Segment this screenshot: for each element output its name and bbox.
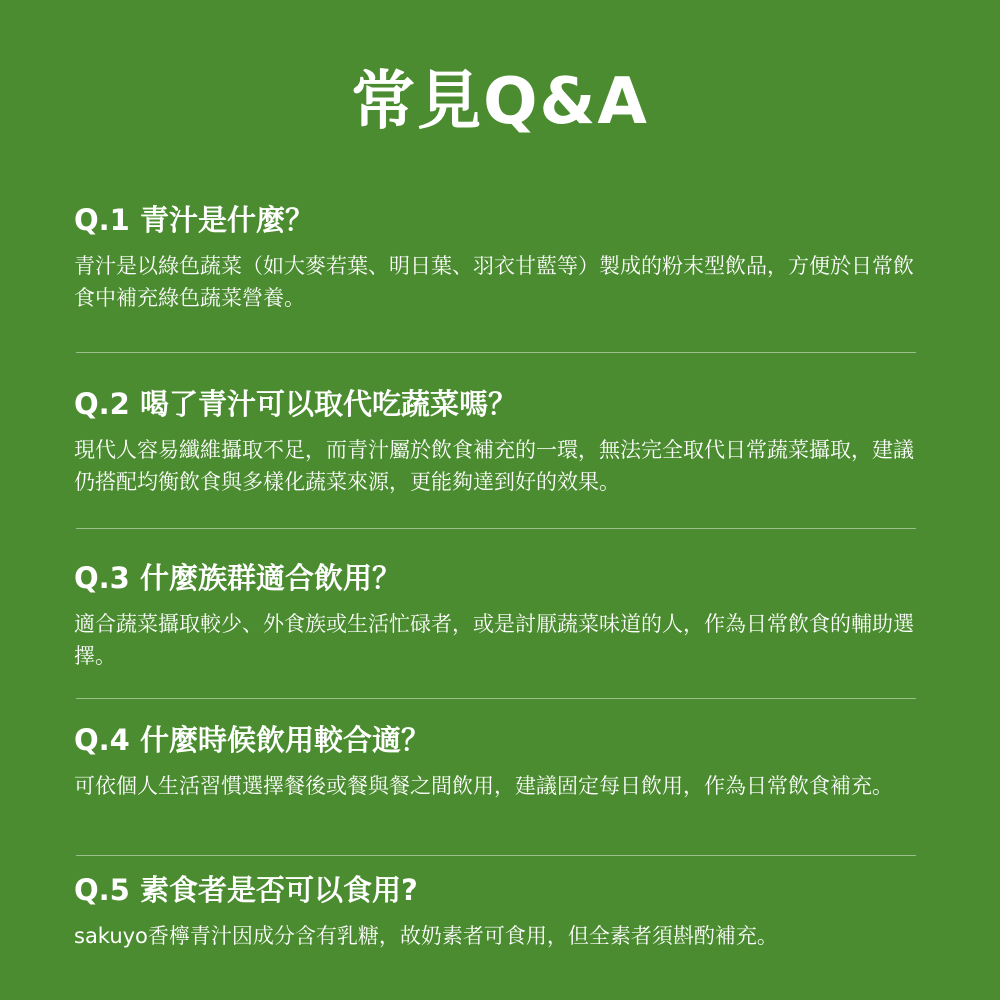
faq-answer-4: 可依個人生活習慣選擇餐後或餐與餐之間飲用，建議固定每日飲用，作為日常飲食補充。 <box>74 774 893 798</box>
divider-3 <box>76 698 916 699</box>
faq-question-3: Q.3 什麼族群適合飲用？ <box>74 561 401 595</box>
faq-item-4 <box>74 720 916 802</box>
faq-answer-5: sakuyo香檸青汁因成分含有乳糖，故奶素者可食用，但全素者須斟酌補充。 <box>74 924 778 948</box>
page-title: 常見Q&A <box>351 65 649 139</box>
faq-answer-2: 現代人容易纖維攝取不足，而青汁屬於飲食補充的一環，無法完全取代日常蔬菜攝取，建議仍搭配均衡飲食與多樣化蔬菜來源，更能夠達到好的效果。 <box>74 438 914 494</box>
faq-item-5 <box>74 870 916 952</box>
faq-answer-3: 適合蔬菜攝取較少、外食族或生活忙碌者，或是討厭蔬菜味道的人，作為日常飲食的輔助選擇。 <box>74 612 914 668</box>
faq-question-1: Q.1 青汁是什麼？ <box>74 203 314 237</box>
faq-item-2 <box>74 384 916 498</box>
faq-question-2: Q.2 喝了青汁可以取代吃蔬菜嗎？ <box>74 387 517 421</box>
faq-item-3 <box>74 558 916 672</box>
divider-4 <box>76 855 916 856</box>
faq-question-4: Q.4 什麼時候飲用較合適？ <box>74 723 430 757</box>
faq-item-1 <box>74 200 916 314</box>
faq-question-5: Q.5 素食者是否可以食用? <box>74 873 418 907</box>
divider-2 <box>76 528 916 529</box>
divider-1 <box>76 352 916 353</box>
faq-answer-1: 青汁是以綠色蔬菜（如大麥若葉、明日葉、羽衣甘藍等）製成的粉末型飲品，方便於日常飲食中補充綠色蔬菜營養。 <box>74 254 914 310</box>
